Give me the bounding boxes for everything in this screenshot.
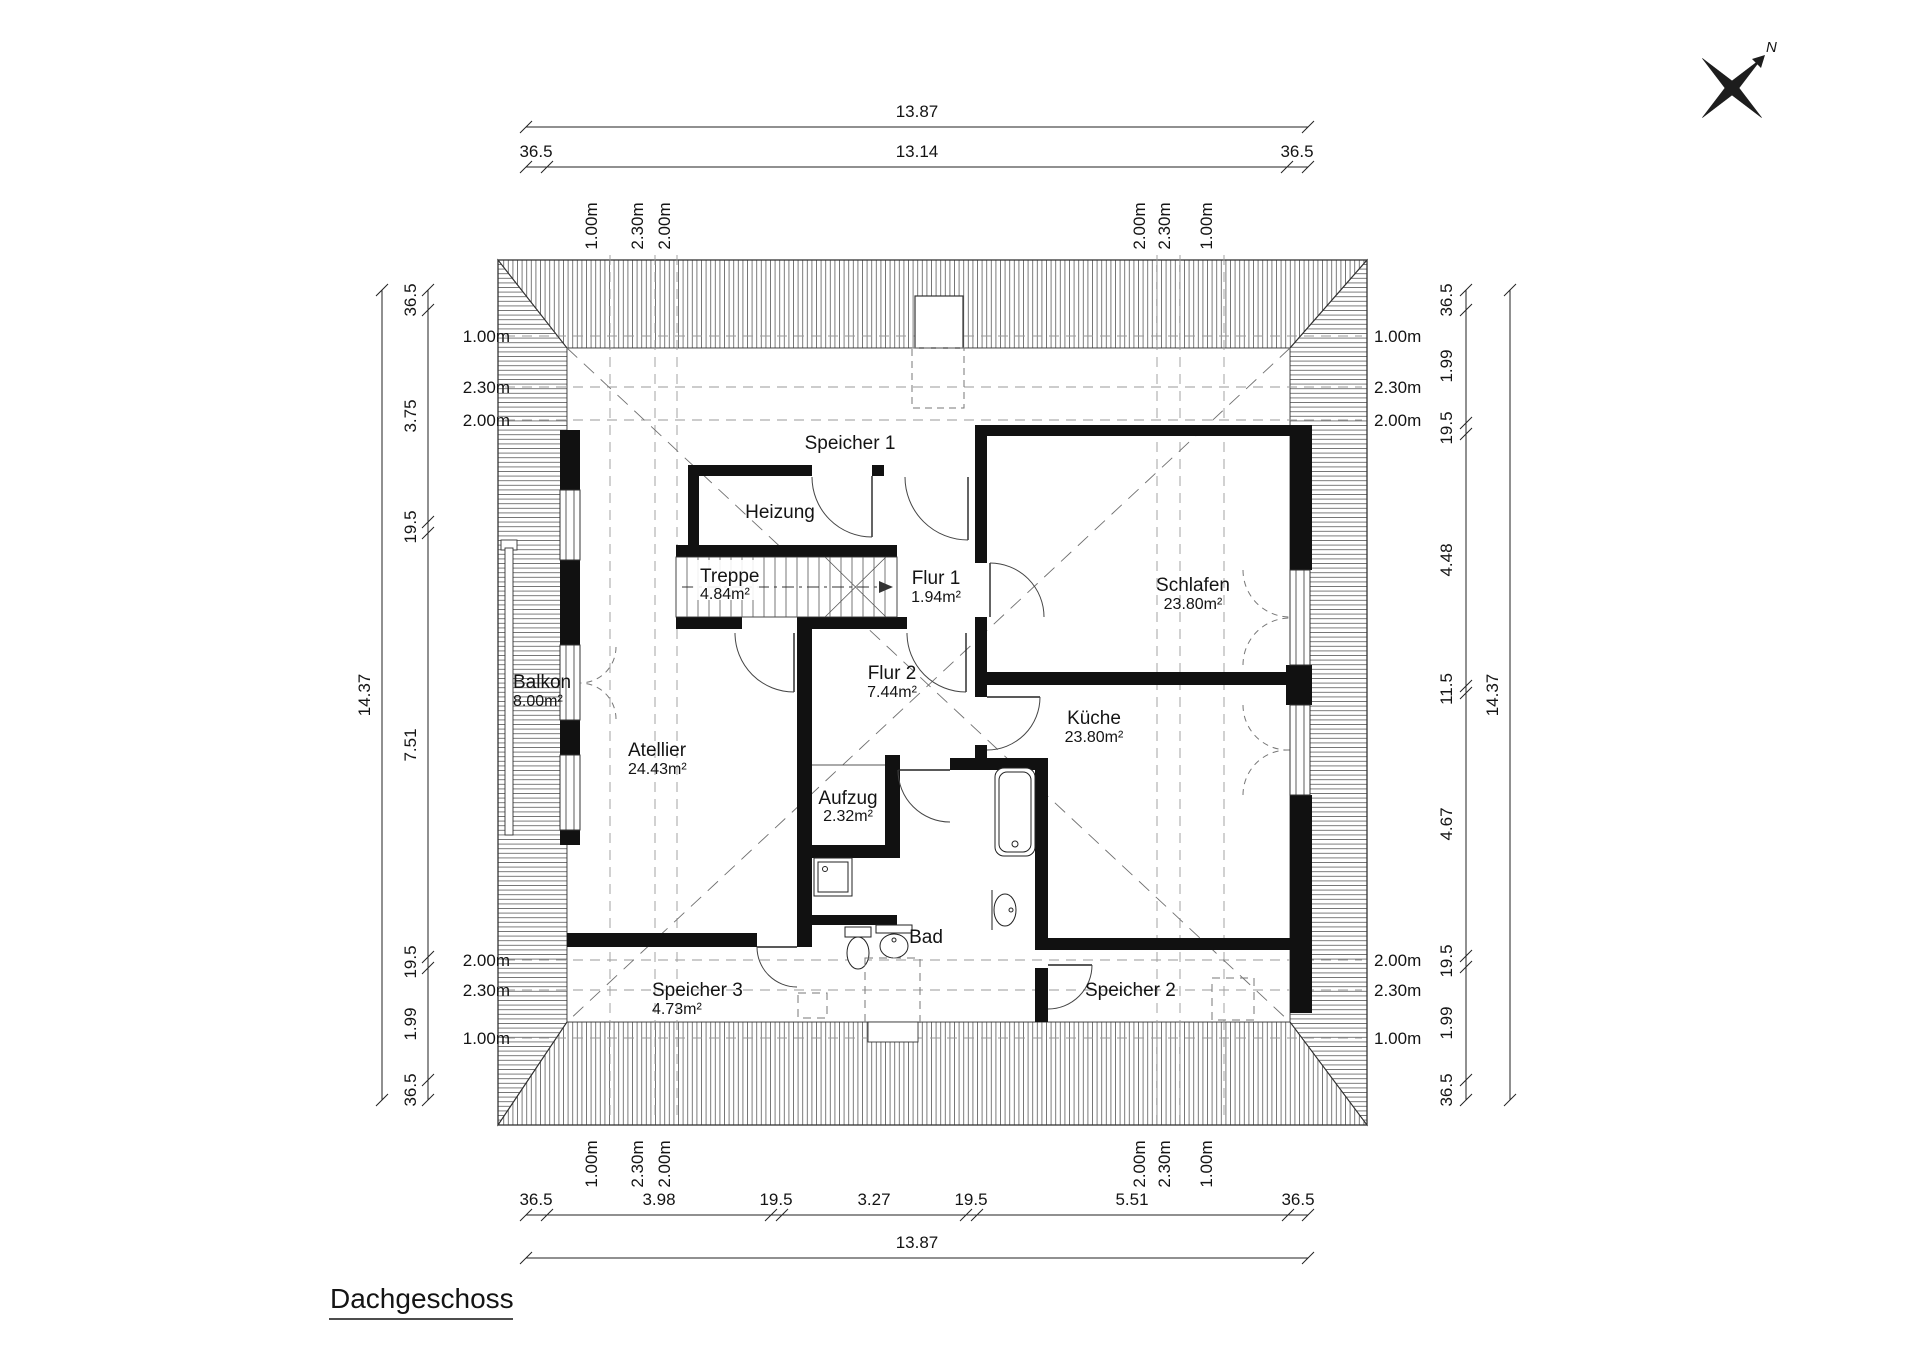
compass [1673,29,1792,148]
height-top-right-2: 1.00m [1197,202,1216,250]
room-label-schlafen: Schlafen [1156,575,1230,596]
dim-right-part-5: 4.67 [1437,807,1456,841]
height-top-left-2: 2.00m [655,202,674,250]
dim-top-part-2: 36.5 [1280,142,1314,161]
height-bottom-left-0: 1.00m [582,1140,601,1188]
dim-right-part-2: 19.5 [1437,411,1456,445]
bathtub [995,768,1035,856]
room-label-flur2: Flur 2 [867,663,917,684]
room-area-schlafen: 23.80m² [1163,596,1223,613]
dim-bottom-part-1: 3.98 [642,1190,676,1209]
dim-right-part-3: 4.48 [1437,543,1456,577]
height-left-lower-0: 2.00m [462,951,510,970]
height-top-right-1: 2.30m [1155,202,1174,250]
room-label-kueche: Küche [1067,708,1121,729]
compass-needle [1726,62,1758,94]
room-area-kueche: 23.80m² [1064,729,1124,746]
height-right-lower-2: 1.00m [1374,1029,1422,1048]
height-left-lower-2: 1.00m [462,1029,510,1048]
height-left-lower-1: 2.30m [462,981,510,1000]
room-label-speicher1: Speicher 1 [804,433,896,454]
height-left-upper-1: 2.30m [462,378,510,397]
dim-left-part-2: 19.5 [401,510,420,544]
compass-north-label: N [1766,39,1777,56]
dim-top-part-0: 36.5 [519,142,553,161]
dim-bottom-part-4: 19.5 [954,1190,988,1209]
height-bottom-right-0: 2.00m [1130,1140,1149,1188]
dim-right-part-6: 19.5 [1437,944,1456,978]
dim-bottom-part-0: 36.5 [519,1190,553,1209]
room-label-balkon: Balkon [513,672,572,693]
dim-left-part-6: 36.5 [401,1073,420,1107]
room-label-heizung: Heizung [745,502,815,523]
dim-right-part-8: 36.5 [1437,1073,1456,1107]
dim-left-part-0: 36.5 [401,283,420,317]
dim-right-part-4: 11.5 [1437,673,1456,705]
dim-left-part-1: 3.75 [401,399,420,433]
height-right-lower-1: 2.30m [1374,981,1422,1000]
dim-right-part-0: 36.5 [1437,283,1456,317]
height-bottom-left-1: 2.30m [628,1140,647,1188]
room-area-flur2: 7.44m² [867,684,917,701]
room-label-speicher2: Speicher 2 [1085,980,1176,1001]
room-area-speicher3: 4.73m² [652,1001,702,1018]
dim-left-part-3: 7.51 [401,728,420,762]
height-right-lower-0: 2.00m [1374,951,1422,970]
title-block [329,1283,514,1319]
dim-bottom-part-2: 19.5 [759,1190,793,1209]
height-left-upper-0: 1.00m [462,327,510,346]
room-label-treppe: Treppe [700,566,760,587]
room-label-aufzug: Aufzug [818,788,878,809]
height-left-upper-2: 2.00m [462,411,510,430]
height-top-left-1: 2.30m [628,202,647,250]
dim-bottom-part-3: 3.27 [857,1190,891,1209]
room-label-atellier: Atellier [628,740,687,761]
room-area-treppe: 4.84m² [700,586,750,603]
dim-top-total: 13.87 [895,102,939,121]
dim-bottom-part-5: 5.51 [1115,1190,1149,1209]
height-top-left-0: 1.00m [582,202,601,250]
dim-bottom-total: 13.87 [895,1233,939,1252]
height-right-upper-0: 1.00m [1374,327,1422,346]
room-area-flur1: 1.94m² [911,589,961,606]
height-right-upper-2: 2.00m [1374,411,1422,430]
plan-title: Dachgeschoss [330,1283,514,1314]
room-area-balkon: 8.00m² [513,693,563,710]
height-top-right-0: 2.00m [1130,202,1149,250]
window-left-upper [560,490,580,560]
dim-right-part-1: 1.99 [1437,349,1456,383]
room-area-atellier: 24.43m² [628,761,687,778]
toilet [845,927,871,969]
dim-top-part-1: 13.14 [895,142,939,161]
room-label-flur1: Flur 1 [911,568,961,589]
height-bottom-right-1: 2.30m [1155,1140,1174,1188]
window-left-lower [560,755,580,830]
room-label-bad: Bad [909,927,943,948]
shower [814,858,852,896]
dim-right-part-7: 1.99 [1437,1006,1456,1040]
height-right-upper-1: 2.30m [1374,378,1422,397]
height-bottom-left-2: 2.00m [655,1140,674,1188]
room-area-aufzug: 2.32m² [823,808,873,825]
dormer-notch [868,1022,918,1042]
height-bottom-right-2: 1.00m [1197,1140,1216,1188]
dim-left-part-4: 19.5 [401,945,420,979]
dim-left-total: 14.37 [355,673,374,717]
dim-right-total: 14.37 [1483,673,1502,717]
dim-left-part-5: 1.99 [401,1007,420,1041]
dim-bottom-part-6: 36.5 [1281,1190,1315,1209]
room-label-speicher3: Speicher 3 [652,980,743,1001]
